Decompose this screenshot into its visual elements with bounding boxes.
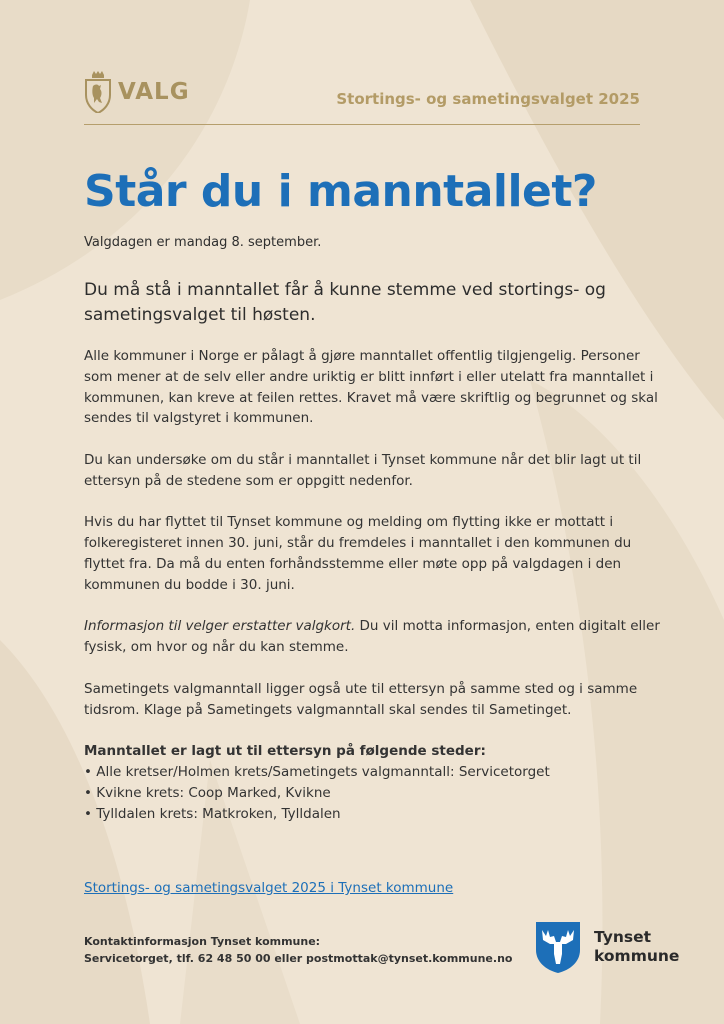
page-title: Står du i manntallet? — [84, 166, 597, 217]
contact-info — [84, 933, 512, 967]
coat-of-arms-icon — [84, 71, 112, 113]
municipality-name-line1: Tynset — [594, 928, 652, 946]
contact-details: Servicetorget, tlf. 62 48 50 00 eller postmottak@tynset.kommune.no — [84, 952, 513, 965]
municipality-name-line2: kommune — [594, 947, 680, 965]
paragraph-moved: Hvis du har flyttet til Tynset kommune og melding om flytting ikke er mottatt i folkeregisteret innen 30. juni, står du fremdeles i manntallet i den kommunen du flyttet fra. Da må du enten forhåndsstemme eller møte opp på valgdagen i den kommunen du bodde i 30. juni. — [84, 514, 632, 593]
paragraph-sameting: Sametingets valgmanntall ligger også ute til ettersyn på samme sted og i samme tidsrom. Klage på Sametingets valgmanntall skal sendes til Sametinget. — [84, 680, 638, 718]
paragraph-public-register: Alle kommuner i Norge er pålagt å gjøre manntallet offentlig tilgjengelig. Personer som mener at de selv eller andre uriktig er blitt innført i eller utelatt fra manntallet i kommunen, kan kreve at feilen rettes. Kravet må være skriftlig og begrunnet og skal sendes til valgstyret i kommunen. — [84, 348, 658, 427]
moose-shield-icon — [534, 920, 582, 974]
municipality-logo — [534, 920, 679, 974]
places-title: Manntallet er lagt ut til ettersyn på følgende steder: — [84, 743, 486, 760]
places-list — [84, 762, 662, 824]
list-item: • Tylldalen krets: Matkroken, Tylldalen — [84, 805, 341, 822]
list-item: • Kvikne krets: Coop Marked, Kvikne — [84, 784, 331, 801]
paragraph-info — [84, 616, 662, 658]
valg-logo-text: VALG — [118, 79, 190, 105]
list-item: • Alle kretser/Holmen krets/Sametingets valgmanntall: Servicetorget — [84, 763, 550, 780]
valg-logo — [84, 70, 190, 114]
election-date: Valgdagen er mandag 8. september. — [84, 235, 322, 250]
header — [84, 68, 640, 125]
lead-paragraph: Du må stå i manntallet får å kunne stemme ved stortings- og sametingsvalget til høsten. — [84, 280, 606, 325]
paragraph-check-register: Du kan undersøke om du står i manntallet i Tynset kommune når det blir lagt ut til ettersyn på de stedene som er oppgitt nedenfor. — [84, 451, 642, 489]
info-rest: Du vil motta informasjon, enten digitalt eller fysisk, om hvor og når du kan stemme. — [84, 618, 660, 656]
body-text — [84, 346, 662, 824]
contact-heading: Kontaktinformasjon Tynset kommune: — [84, 935, 321, 948]
places-section — [84, 741, 662, 824]
election-info-link[interactable]: Stortings- og sametingsvalget 2025 i Tynset kommune — [84, 880, 454, 896]
info-italic: Informasjon til velger erstatter valgkort. — [84, 618, 356, 635]
election-name: Stortings- og sametingsvalget 2025 — [336, 90, 640, 108]
municipality-name — [594, 928, 679, 966]
